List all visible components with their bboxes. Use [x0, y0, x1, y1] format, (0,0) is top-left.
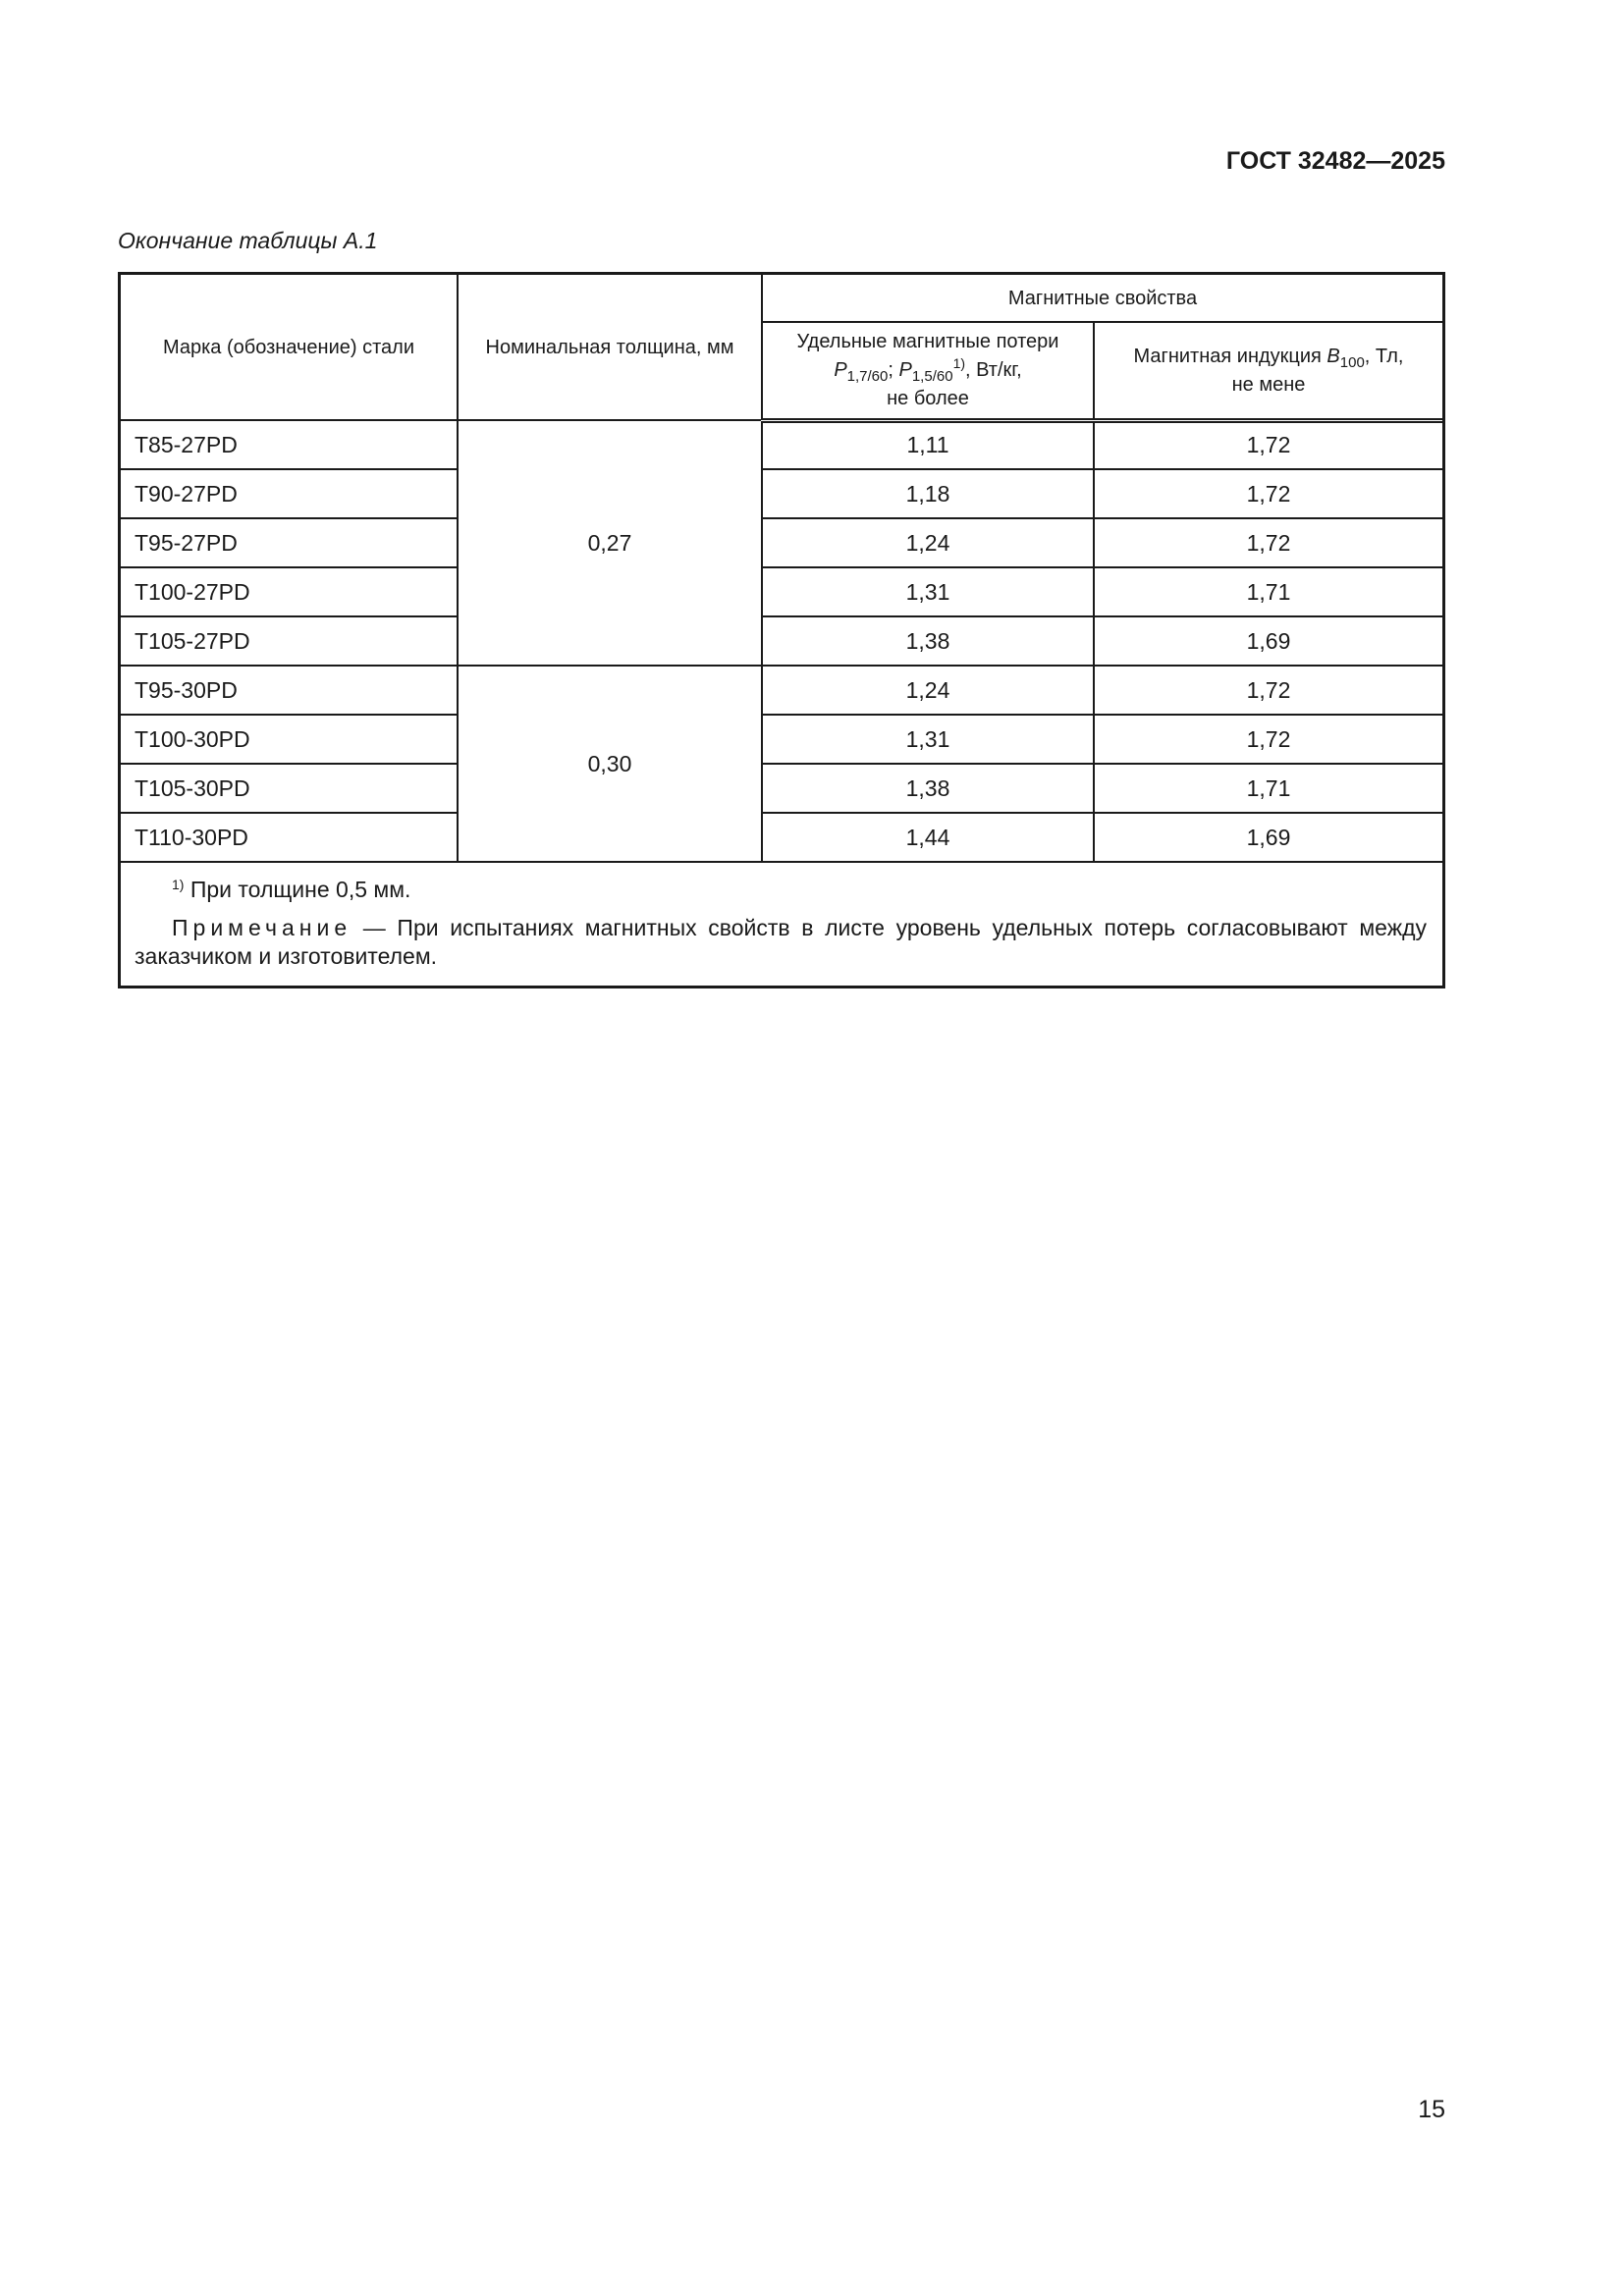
induction-suffix: , Тл,: [1364, 345, 1404, 367]
footnote-text: При толщине 0,5 мм.: [184, 877, 411, 902]
header-thickness: [458, 275, 762, 420]
losses-sub-2: 1,5/60: [911, 368, 953, 386]
thickness-cell: 0,27: [458, 420, 762, 666]
grade-cell: T105-30PD: [121, 764, 458, 813]
loss-cell: 1,38: [762, 616, 1094, 666]
thickness-cell: 0,30: [458, 666, 762, 862]
table-row: [121, 813, 1442, 862]
induction-cell: 1,71: [1094, 567, 1442, 616]
losses-line2: [763, 352, 1093, 388]
loss-cell: 1,11: [762, 420, 1094, 469]
footnote-mark: 1): [172, 877, 185, 892]
induction-line2: не мене: [1231, 373, 1306, 396]
loss-cell: 1,31: [762, 715, 1094, 764]
losses-symbol-2: P: [898, 359, 912, 382]
losses-unit: , Вт/кг,: [965, 359, 1022, 382]
losses-separator: ;: [888, 359, 899, 382]
table-row: [121, 616, 1442, 666]
footnote: [135, 871, 1427, 904]
induction-cell: 1,72: [1094, 715, 1442, 764]
loss-cell: 1,44: [762, 813, 1094, 862]
losses-footnote-mark: 1): [952, 355, 966, 372]
table-body: [121, 420, 1442, 862]
losses-line1: Удельные магнитные потери: [796, 331, 1059, 353]
induction-cell: 1,69: [1094, 616, 1442, 666]
loss-cell: 1,18: [762, 469, 1094, 518]
grade-cell: T90-27PD: [121, 469, 458, 518]
table-notes: [121, 863, 1442, 983]
induction-symbol: B: [1326, 345, 1340, 367]
steel-properties-table: [118, 272, 1445, 988]
induction-cell: 1,69: [1094, 813, 1442, 862]
note-label: Примечание: [172, 915, 352, 940]
grade-cell: T100-30PD: [121, 715, 458, 764]
grade-cell: T95-27PD: [121, 518, 458, 567]
induction-cell: 1,72: [1094, 518, 1442, 567]
header-magnetic-properties: Магнитные свойства: [762, 275, 1442, 322]
loss-cell: 1,38: [762, 764, 1094, 813]
document-code: ГОСТ 32482—2025: [1225, 147, 1445, 175]
losses-line3: не более: [887, 388, 969, 410]
grade-cell: T110-30PD: [121, 813, 458, 862]
page-number: 15: [1418, 2096, 1445, 2123]
loss-cell: 1,24: [762, 666, 1094, 715]
table-row: [121, 764, 1442, 813]
note: [135, 914, 1427, 971]
induction-prefix: Магнитная индукция: [1133, 345, 1327, 367]
induction-line1: [1095, 346, 1442, 374]
losses-sub-1: 1,7/60: [846, 368, 889, 386]
table-caption: Окончание таблицы А.1: [118, 228, 378, 253]
loss-cell: 1,31: [762, 567, 1094, 616]
header-thickness-label: Номинальная толщина, мм: [485, 336, 734, 358]
table-row: [121, 666, 1442, 715]
header-specific-losses: [762, 322, 1094, 420]
table-row: [121, 518, 1442, 567]
table-row: [121, 715, 1442, 764]
note-text: — При испытаниях магнитных свойств в листе уровень удельных потерь согласовывают между заказчиком и изготовителем.: [135, 915, 1427, 969]
grade-cell: T85-27PD: [121, 420, 458, 469]
table-row: [121, 420, 1442, 469]
grade-cell: T95-30PD: [121, 666, 458, 715]
grade-cell: T100-27PD: [121, 567, 458, 616]
induction-sub: 100: [1339, 353, 1365, 371]
header-grade: Марка (обозначение) стали: [121, 275, 458, 420]
losses-symbol-1: P: [834, 359, 847, 382]
grade-cell: T105-27PD: [121, 616, 458, 666]
table-row: [121, 567, 1442, 616]
induction-cell: 1,72: [1094, 666, 1442, 715]
loss-cell: 1,24: [762, 518, 1094, 567]
induction-cell: 1,72: [1094, 469, 1442, 518]
table-row: [121, 469, 1442, 518]
induction-cell: 1,72: [1094, 420, 1442, 469]
induction-cell: 1,71: [1094, 764, 1442, 813]
header-induction: [1094, 322, 1442, 420]
